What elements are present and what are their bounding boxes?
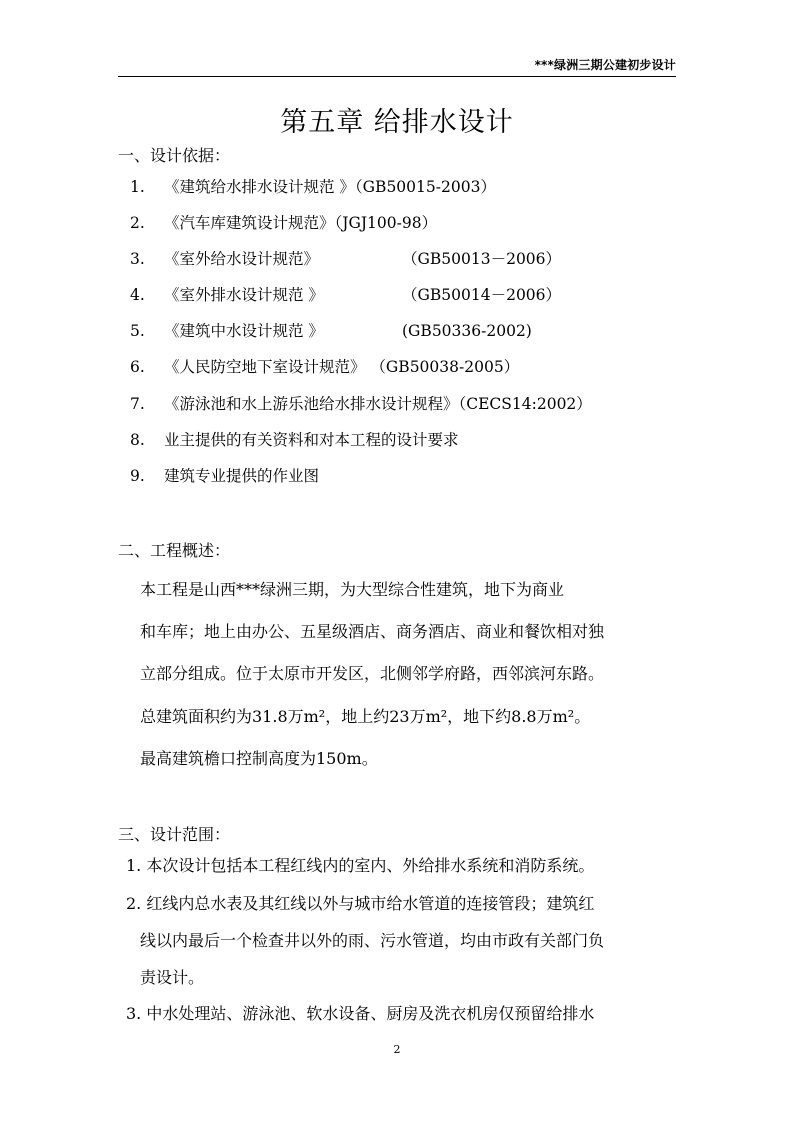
- list-item-text: 《室外给水设计规范》: [164, 250, 320, 268]
- list-item-text: 业主提供的有关资料和对本工程的设计要求: [164, 431, 459, 449]
- list-item: [130, 248, 562, 270]
- section-heading-design-basis: 一、设计依据：: [118, 146, 231, 165]
- list-item-number: 6.: [130, 358, 145, 376]
- list-item: [130, 465, 319, 487]
- list-item-code: (GB50336-2002): [402, 322, 532, 340]
- list-item: [130, 320, 532, 342]
- list-item-number: 1.: [130, 178, 145, 196]
- list-item-number: 9.: [130, 467, 145, 485]
- list-item-text: 《人民防空地下室设计规范》 （GB50038-2005）: [164, 358, 520, 376]
- list-item-number: 8.: [130, 431, 145, 449]
- list-item: [130, 284, 562, 306]
- list-item-text: 《汽车库建筑设计规范》（JGJ100-98）: [164, 214, 438, 232]
- list-item-number: 5.: [130, 322, 145, 340]
- list-item: [130, 212, 437, 234]
- paragraph-line: 总建筑面积约为31.8万m²，地上约23万m²，地下约8.8万m²。: [140, 707, 591, 726]
- scope-item-2: 2. 红线内总水表及其红线以外与城市给水管道的连接管段；建筑红: [126, 894, 595, 913]
- paragraph-line: 立部分组成。位于太原市开发区，北侧邻学府路，西邻滨河东路。: [140, 664, 605, 683]
- list-item-text: 《游泳池和水上游乐池给水排水设计规程》（CECS14:2002）: [164, 395, 592, 413]
- list-item: [130, 176, 496, 198]
- page-number: 2: [393, 1043, 401, 1056]
- list-item-text: 《建筑给水排水设计规范 》（GB50015-2003）: [164, 178, 496, 196]
- list-item-text: 《室外排水设计规范 》: [164, 286, 324, 304]
- scope-item-1: 1. 本次设计包括本工程红线内的室内、外给排水系统和消防系统。: [126, 856, 595, 875]
- section-heading-project-overview: 二、工程概述：: [118, 541, 231, 560]
- list-item-code: （GB50014－2006）: [402, 286, 562, 304]
- paragraph-line: 本工程是山西***绿洲三期，为大型综合性建筑，地下为商业: [140, 580, 565, 599]
- list-item-text: 《建筑中水设计规范 》: [164, 322, 324, 340]
- section-heading-design-scope: 三、设计范围：: [118, 825, 231, 844]
- list-item-number: 2.: [130, 214, 145, 232]
- list-item-text: 建筑专业提供的作业图: [164, 467, 320, 485]
- list-item-number: 3.: [130, 250, 145, 268]
- scope-item-2-continued: 责设计。: [140, 968, 205, 987]
- scope-item-2-continued: 线以内最后一个检查井以外的雨、污水管道，均由市政有关部门负: [140, 931, 605, 950]
- list-item-number: 7.: [130, 395, 145, 413]
- chapter-title: 第五章 给排水设计: [280, 107, 514, 138]
- list-item-number: 4.: [130, 286, 145, 304]
- header-divider: [118, 76, 676, 77]
- paragraph-line: 和车库；地上由办公、五星级酒店、商务酒店、商业和餐饮相对独: [140, 622, 605, 641]
- paragraph-line: 最高建筑檐口控制高度为150m。: [140, 749, 378, 768]
- list-item: [130, 429, 459, 451]
- scope-item-3: 3. 中水处理站、游泳池、软水设备、厨房及洗衣机房仅预留给排水: [126, 1004, 595, 1023]
- list-item: [130, 393, 592, 415]
- list-item: [130, 356, 519, 378]
- list-item-code: （GB50013－2006）: [402, 250, 562, 268]
- document-header-title: ***绿洲三期公建初步设计: [534, 58, 676, 72]
